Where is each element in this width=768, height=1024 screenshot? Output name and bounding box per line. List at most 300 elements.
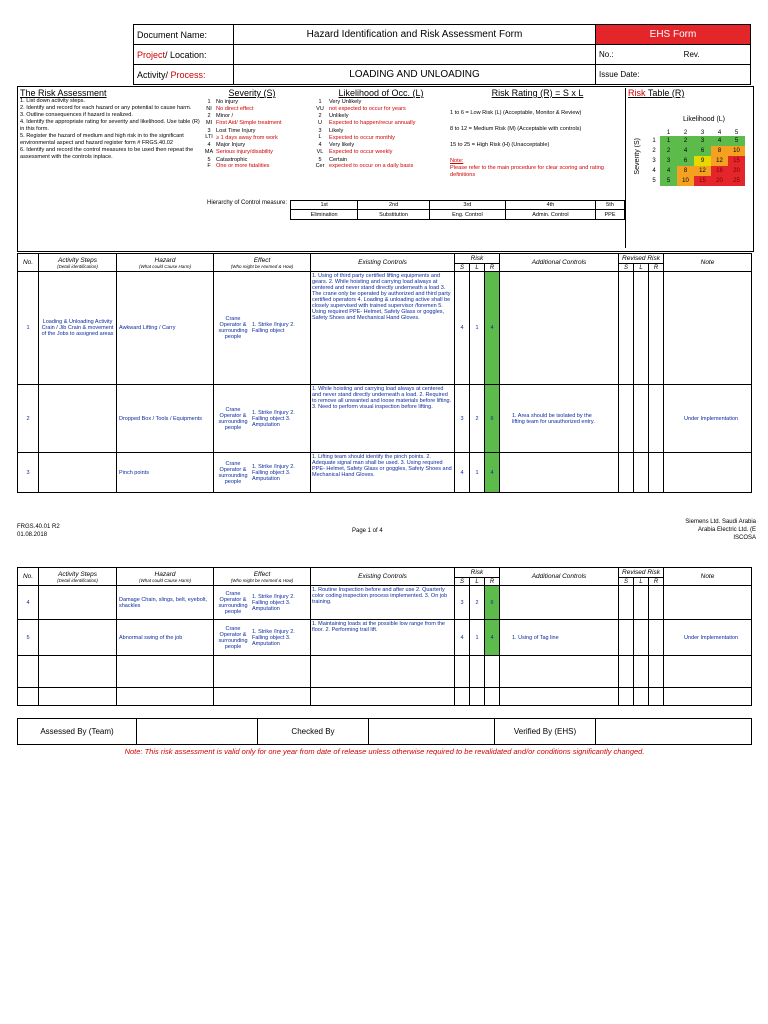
- revised-s: [619, 272, 634, 385]
- note-cell: [664, 586, 752, 620]
- likelihood-col-header: 2: [683, 130, 688, 136]
- likelihood-text: [329, 157, 413, 170]
- column-header-r: R: [649, 264, 664, 272]
- column-header-l: L: [470, 264, 485, 272]
- column-header-activity: [39, 254, 117, 272]
- column-header-l: L: [470, 578, 485, 586]
- likelihood-item: [311, 128, 451, 141]
- note-cell: Under Implementation: [664, 385, 752, 453]
- rating-note-text: Please refer to the main procedure for clear scoring and rating definitions: [450, 164, 604, 178]
- column-header-label: Effect: [253, 570, 271, 578]
- hierarchy-level: Admin. Control: [505, 210, 595, 220]
- controls-cell: 1. While hoisting and carrying load always at centered and never stand directly underneath a load. 2. Required to remove all unwanted and loose materials before lifting. 3. Need to perform visual inspection before lifting.: [311, 385, 455, 453]
- severity-label: Major Injury: [216, 142, 246, 149]
- revised-l: [634, 453, 649, 493]
- severity-description: No direct effect: [216, 105, 254, 112]
- column-header-label: Additional Controls: [531, 573, 587, 580]
- issue-date-label: Issue Date:: [596, 65, 751, 85]
- likelihood-axis-label: Likelihood (L): [682, 116, 726, 123]
- effect-cell: [214, 620, 311, 656]
- likelihood-text: [329, 128, 395, 141]
- empty-row: [18, 656, 752, 688]
- severity-row-header: 1: [652, 138, 656, 144]
- effect-how: 1. Strike /Injury 2. Falling object 3. Amputation: [252, 628, 295, 647]
- effect-who: Crane Operator & surrounding people: [218, 590, 248, 615]
- hazard-table-page1: [17, 253, 752, 493]
- likelihood-number: 5: [318, 156, 322, 163]
- note-cell: Under Implementation: [664, 620, 752, 656]
- table-row: [18, 620, 752, 656]
- risk-l: 2: [470, 586, 485, 620]
- column-header-risk: [455, 568, 500, 578]
- row-number: 1: [18, 272, 39, 385]
- revised-l: [634, 385, 649, 453]
- row-number: 4: [18, 586, 39, 620]
- footer-right: [685, 519, 756, 542]
- effect-how: 1. Strike /Injury 2. Falling object: [252, 322, 295, 334]
- effect-wrap: [216, 407, 308, 431]
- risk-info-block: [17, 86, 754, 252]
- hierarchy-level: PPE: [596, 210, 625, 220]
- empty-cell: [39, 656, 117, 688]
- column-header-subtitle: (What could Cause Harm): [138, 577, 192, 583]
- risk-matrix-cell: 9: [694, 156, 711, 166]
- activity-cell: [39, 586, 117, 620]
- empty-cell: [214, 656, 311, 688]
- column-header-label: Revised Risk: [622, 569, 660, 576]
- doc-name-label: Document Name:: [134, 25, 234, 45]
- risk-step: 5. Register the hazard of medium and high risk in to the significant environmental aspect and hazard register form # FRGS.40.02: [20, 132, 184, 146]
- empty-cell: [649, 656, 664, 688]
- hierarchy-order: 5th: [596, 201, 625, 210]
- risk-matrix-cell: 3: [694, 136, 711, 146]
- empty-cell: [18, 656, 39, 688]
- severity-axis-label: Severity (S): [634, 138, 641, 175]
- column-header-r: R: [649, 578, 664, 586]
- severity-number: 5: [207, 156, 211, 163]
- project-label: Project/ Location:: [134, 45, 234, 65]
- likelihood-number: 1: [318, 99, 322, 105]
- severity-code: [202, 128, 216, 141]
- likelihood-col-header: 3: [700, 130, 705, 136]
- additional-controls-cell: [500, 453, 619, 493]
- likelihood-label: Unlikely: [329, 113, 349, 120]
- severity-abbr: LTI: [205, 134, 213, 141]
- likelihood-text: [329, 142, 392, 155]
- risk-matrix-cell: 12: [711, 156, 728, 166]
- ehs-form-badge: EHS Form: [596, 25, 751, 45]
- risk-matrix-cell: 3: [660, 156, 677, 166]
- empty-cell: [634, 688, 649, 706]
- risk-l: 1: [470, 620, 485, 656]
- severity-code: [202, 113, 216, 126]
- project-value[interactable]: [234, 45, 596, 65]
- likelihood-label: Certain: [329, 156, 348, 163]
- assessed-by-field[interactable]: [137, 719, 258, 745]
- column-header-label: Hazard: [154, 256, 176, 264]
- likelihood-abbr: U: [318, 120, 322, 126]
- empty-cell: [649, 688, 664, 706]
- risk-matrix-cell: 16: [711, 166, 728, 176]
- severity-label: No injury: [216, 99, 239, 105]
- column-header-activity: [39, 568, 117, 586]
- effect-wrap: [216, 461, 308, 485]
- column-header-label: Effect: [253, 256, 271, 264]
- column-header-effect: [214, 568, 311, 586]
- severity-number: 2: [207, 113, 211, 120]
- form-header: [133, 24, 751, 85]
- likelihood-number: 4: [318, 142, 322, 149]
- revised-l: [634, 620, 649, 656]
- column-header-subtitle: (What could Cause Harm): [138, 263, 192, 269]
- activity-cell: Loading & Unloading Activity Crain / Jib Crain & movement of the Jobs to assigned areas: [39, 272, 117, 385]
- column-header-l: L: [634, 264, 649, 272]
- empty-cell: [634, 656, 649, 688]
- empty-cell: [500, 656, 619, 688]
- column-header-s: S: [619, 264, 634, 272]
- row-number: 3: [18, 453, 39, 493]
- likelihood-text: [329, 113, 415, 126]
- column-header-additional: [500, 568, 619, 586]
- hierarchy-order: 2nd: [358, 201, 430, 210]
- column-header-label: Note: [700, 259, 715, 266]
- risk-r: 6: [485, 586, 500, 620]
- column-header-s: S: [455, 264, 470, 272]
- effect-who: Crane Operator & surrounding people: [218, 316, 248, 340]
- hazard-table-page2: [17, 567, 752, 706]
- empty-cell: [485, 656, 500, 688]
- column-header-hazard: [117, 568, 214, 586]
- risk-step: 6. Identify and record the control measures to be used then repeat the assessment with the controls inplace.: [20, 146, 194, 160]
- empty-cell: [117, 688, 214, 706]
- risk-l: 1: [470, 272, 485, 385]
- effect-how: 1. Strike /Injury 2. Falling object 3. Amputation: [252, 593, 295, 612]
- severity-text: [216, 157, 269, 170]
- likelihood-abbr: VU: [316, 105, 324, 112]
- activity-value: LOADING AND UNLOADING: [234, 65, 596, 85]
- likelihood-code: [311, 113, 329, 126]
- additional-controls-cell: [500, 586, 619, 620]
- column-header-revised: [619, 568, 664, 578]
- column-header-label: Activity Steps: [57, 570, 97, 578]
- severity-number: 4: [207, 142, 211, 149]
- revised-r: [649, 453, 664, 493]
- likelihood-col-header: 1: [666, 130, 671, 136]
- empty-cell: [619, 656, 634, 688]
- severity-code: [202, 157, 216, 170]
- risk-table-panel: [625, 88, 752, 248]
- severity-text: [216, 99, 254, 112]
- risk-s: 3: [455, 385, 470, 453]
- table-row: [18, 586, 752, 620]
- column-header-no: [18, 254, 39, 272]
- likelihood-description: not expected to occur for years: [329, 105, 406, 112]
- controls-cell: 1. Using of third party certified lifting equipments and gears. 2. While hoisting and carrying load always at centered and never stand directly underneath a load 3. The crane only be operated by authorized and third party certified operators 4. Loading & unloading active shall be closely supervised with trained supervisor /foremen 5. Using required PPE- Helmet, Safety Glass or goggles, Safety Shoes and Mechanical Hand Gloves.: [311, 272, 455, 385]
- severity-text: [216, 142, 273, 155]
- empty-cell: [470, 656, 485, 688]
- risk-matrix-cell: 4: [711, 136, 728, 146]
- hierarchy-order: 4th: [505, 201, 595, 210]
- controls-cell: 1. Lifting team should identify the pinch points. 2. Adequate signal man shall be used. 3. Using required PPE- Helmet, Safety Glass or goggles, Safety Shoes and Mechanical Hand Gloves.: [311, 453, 455, 493]
- revised-r: [649, 272, 664, 385]
- severity-row-header: 2: [652, 148, 656, 154]
- risk-matrix-cell: 12: [694, 166, 711, 176]
- empty-cell: [117, 656, 214, 688]
- column-header-r: R: [485, 264, 500, 272]
- risk-matrix-cell: 20: [711, 176, 728, 186]
- empty-cell: [470, 688, 485, 706]
- effect-how: 1. Strike /Injury 2. Falling object 3. Amputation: [252, 409, 295, 428]
- risk-table-title: Risk Table (R): [628, 88, 685, 98]
- hierarchy-level: Eng. Control: [429, 210, 505, 220]
- effect-wrap: [216, 316, 308, 340]
- hazard-cell: Pinch points: [117, 453, 214, 493]
- controls-cell: 1. Routine Inspection before and after use 2. Quarterly color coding inspection process implemented. 3. On job training.: [311, 586, 455, 620]
- revised-s: [619, 453, 634, 493]
- risk-matrix-cell: 1: [660, 136, 677, 146]
- severity-row-header: 3: [652, 158, 656, 164]
- effect-who: Crane Operator & surrounding people: [218, 460, 248, 485]
- activity-cell: [39, 453, 117, 493]
- hazard-cell: Dropped Box / Tools / Equipments: [117, 385, 214, 453]
- hazard-cell: Damage Chain, slings, belt, eyebolt, shackles: [117, 586, 214, 620]
- likelihood-description: Expected to occur weekly: [329, 148, 393, 155]
- company-name-1: Siemens Ltd. Saudi Arabia: [685, 519, 756, 525]
- column-header-label: Risk: [470, 569, 484, 576]
- likelihood-item: [311, 113, 451, 126]
- column-header-effect: [214, 254, 311, 272]
- severity-number: 1: [207, 99, 211, 105]
- column-header-subtitle: (Detail identification): [57, 263, 98, 269]
- likelihood-code: [311, 157, 329, 170]
- severity-label: Catastrophic: [216, 156, 248, 163]
- hierarchy-label: Hierarchy of Control measure:: [206, 200, 288, 206]
- likelihood-description: Expected to happen/recur annually: [329, 120, 416, 127]
- likelihood-label: Likely: [329, 127, 344, 134]
- column-header-l: L: [634, 578, 649, 586]
- severity-abbr: F: [207, 163, 211, 170]
- rating-title: Risk Rating (R) = S x L: [491, 88, 584, 98]
- revised-l: [634, 272, 649, 385]
- column-header-controls: [311, 568, 455, 586]
- column-header-label: No.: [22, 573, 34, 580]
- likelihood-legend: [311, 88, 451, 170]
- effect-cell: [214, 586, 311, 620]
- likelihood-abbr: VL: [316, 148, 324, 155]
- assessed-by-label: Assessed By (Team): [18, 719, 137, 745]
- empty-row: [18, 688, 752, 706]
- revised-l: [634, 586, 649, 620]
- revised-r: [649, 620, 664, 656]
- severity-label: Lost Time Injury: [216, 127, 256, 134]
- likelihood-text: [329, 99, 406, 112]
- effect-wrap: [216, 626, 308, 650]
- revised-s: [619, 586, 634, 620]
- column-header-r: R: [485, 578, 500, 586]
- risk-r: 4: [485, 620, 500, 656]
- risk-matrix-cell: 4: [660, 166, 677, 176]
- likelihood-code: [311, 128, 329, 141]
- column-header-s: S: [619, 578, 634, 586]
- severity-description: One or more fatalities: [216, 163, 270, 170]
- column-header-label: Additional Controls: [531, 259, 587, 266]
- revised-r: [649, 586, 664, 620]
- severity-abbr: MA: [204, 148, 214, 155]
- severity-legend: [202, 88, 302, 170]
- likelihood-number: 3: [318, 127, 322, 134]
- severity-text: [216, 128, 278, 141]
- risk-r: 4: [485, 453, 500, 493]
- severity-row-header: 4: [652, 168, 656, 174]
- column-header-subtitle: (Detail identification): [57, 577, 98, 583]
- risk-step: 3. Outline consequences if hazard is realized.: [20, 111, 133, 118]
- hazard-cell: Awkward Lifting / Carry: [117, 272, 214, 385]
- risk-s: 3: [455, 586, 470, 620]
- checked-by-field[interactable]: [369, 719, 495, 745]
- effect-who: Crane Operator & surrounding people: [218, 625, 248, 650]
- rating-medium: 8 to 12 = Medium Risk (M) (Acceptable with controls): [450, 125, 582, 132]
- risk-matrix-cell: 5: [660, 176, 677, 186]
- footer-left: [17, 524, 60, 540]
- severity-item: [202, 113, 302, 126]
- risk-matrix-cell: 4: [677, 146, 694, 156]
- severity-row-header: 5: [652, 178, 656, 184]
- severity-text: [216, 113, 282, 126]
- activity-cell: [39, 620, 117, 656]
- column-header-subtitle: (Who might be Harmed & How): [230, 263, 294, 269]
- empty-cell: [500, 688, 619, 706]
- severity-item: [202, 142, 302, 155]
- empty-cell: [311, 656, 455, 688]
- signature-table: [17, 718, 752, 745]
- risk-matrix-cell: 2: [677, 136, 694, 146]
- column-header-controls: [311, 254, 455, 272]
- severity-label: Minor /: [216, 113, 234, 120]
- likelihood-item: [311, 142, 451, 155]
- likelihood-description: expected to occur on a daily basis: [329, 163, 414, 170]
- risk-matrix-cell: 6: [694, 146, 711, 156]
- empty-cell: [455, 656, 470, 688]
- likelihood-code: [311, 142, 329, 155]
- hazard-cell: Abnormal swing of the job: [117, 620, 214, 656]
- table-row: [18, 272, 752, 385]
- hierarchy-table: [290, 200, 625, 220]
- likelihood-number: 2: [318, 113, 322, 120]
- company-name-2: Arabia Electric Ltd. (E: [697, 526, 756, 533]
- risk-r: 4: [485, 272, 500, 385]
- likelihood-item: [311, 157, 451, 170]
- severity-title: Severity (S): [228, 88, 276, 98]
- risk-step: 2. Identify and record for each hazard or any potential to cause harm.: [20, 104, 192, 111]
- severity-description: Serious injury/disability: [216, 148, 273, 155]
- risk-matrix-cell: 15: [728, 156, 745, 166]
- likelihood-code: [311, 99, 329, 112]
- risk-assessment-steps: [20, 88, 200, 161]
- revised-s: [619, 385, 634, 453]
- hierarchy-level: Substitution: [358, 210, 430, 220]
- rating-legend: [450, 88, 625, 179]
- additional-controls-cell: 1. Area should be isolated by the lifting team for unauthorized entry.: [500, 385, 619, 453]
- column-header-label: Note: [700, 573, 715, 580]
- severity-item: [202, 157, 302, 170]
- form-number: FRGS.40.01 R2: [17, 524, 60, 530]
- risk-s: 4: [455, 620, 470, 656]
- likelihood-item: [311, 99, 451, 112]
- additional-controls-cell: 1. Using of Tag line: [500, 620, 619, 656]
- risk-assessment-title: The Risk Assessment: [20, 88, 107, 98]
- risk-r: 6: [485, 385, 500, 453]
- effect-who: Crane Operator & surrounding people: [218, 406, 248, 431]
- verified-by-field[interactable]: [596, 719, 752, 745]
- page-number: Page 1 of 4: [352, 528, 383, 534]
- company-name-3: ISCOSA: [733, 534, 756, 541]
- severity-number: 3: [207, 127, 211, 134]
- risk-l: 2: [470, 385, 485, 453]
- column-header-label: Activity Steps: [57, 256, 97, 264]
- risk-step: 4. Identify the appropriate rating for severity and likelihood. Use table (R) in this form.: [20, 118, 200, 132]
- doc-number-cell: No.: Rev.: [596, 45, 751, 65]
- severity-abbr: MI: [205, 120, 213, 126]
- risk-s: 4: [455, 453, 470, 493]
- table-row: [18, 453, 752, 493]
- likelihood-label: Very Unlikely: [329, 99, 362, 105]
- likelihood-label: Very likely: [329, 142, 355, 149]
- column-header-additional: [500, 254, 619, 272]
- revised-r: [649, 385, 664, 453]
- risk-matrix-cell: 8: [677, 166, 694, 176]
- empty-cell: [311, 688, 455, 706]
- column-header-label: No.: [22, 259, 34, 266]
- likelihood-abbr: L: [318, 134, 322, 141]
- risk-matrix-cell: 10: [677, 176, 694, 186]
- severity-item: [202, 128, 302, 141]
- risk-matrix-cell: 5: [728, 136, 745, 146]
- risk-matrix-cell: 8: [711, 146, 728, 156]
- risk-s: 4: [455, 272, 470, 385]
- empty-cell: [664, 688, 752, 706]
- rating-high: 15 to 25 = High Risk (H) (Unacceptable): [450, 141, 550, 148]
- risk-l: 1: [470, 453, 485, 493]
- row-number: 5: [18, 620, 39, 656]
- note-cell: [664, 272, 752, 385]
- column-header-subtitle: (Who might be Harmed & How): [230, 577, 294, 583]
- hierarchy-level: Elimination: [291, 210, 358, 220]
- empty-cell: [18, 688, 39, 706]
- risk-matrix-cell: 15: [694, 176, 711, 186]
- column-header-label: Existing Controls: [358, 573, 407, 580]
- verified-by-label: Verified By (EHS): [495, 719, 596, 745]
- column-header-no: [18, 568, 39, 586]
- risk-matrix-cell: 20: [728, 166, 745, 176]
- rating-low: 1 to 6 = Low Risk (L) (Acceptable, Monitor & Review): [450, 110, 582, 116]
- column-header-label: Existing Controls: [358, 259, 407, 266]
- risk-matrix-cell: 2: [660, 146, 677, 156]
- hierarchy-order: 3rd: [429, 201, 505, 210]
- empty-cell: [485, 688, 500, 706]
- severity-item: [202, 99, 302, 112]
- severity-code: [202, 142, 216, 155]
- likelihood-title: Likelihood of Occ. (L): [338, 88, 424, 98]
- note-cell: [664, 453, 752, 493]
- empty-cell: [619, 688, 634, 706]
- form-date: 01.08.2018: [17, 531, 48, 538]
- additional-controls-cell: [500, 272, 619, 385]
- empty-cell: [39, 688, 117, 706]
- effect-cell: [214, 272, 311, 385]
- effect-cell: [214, 453, 311, 493]
- column-header-risk: [455, 254, 500, 264]
- empty-cell: [214, 688, 311, 706]
